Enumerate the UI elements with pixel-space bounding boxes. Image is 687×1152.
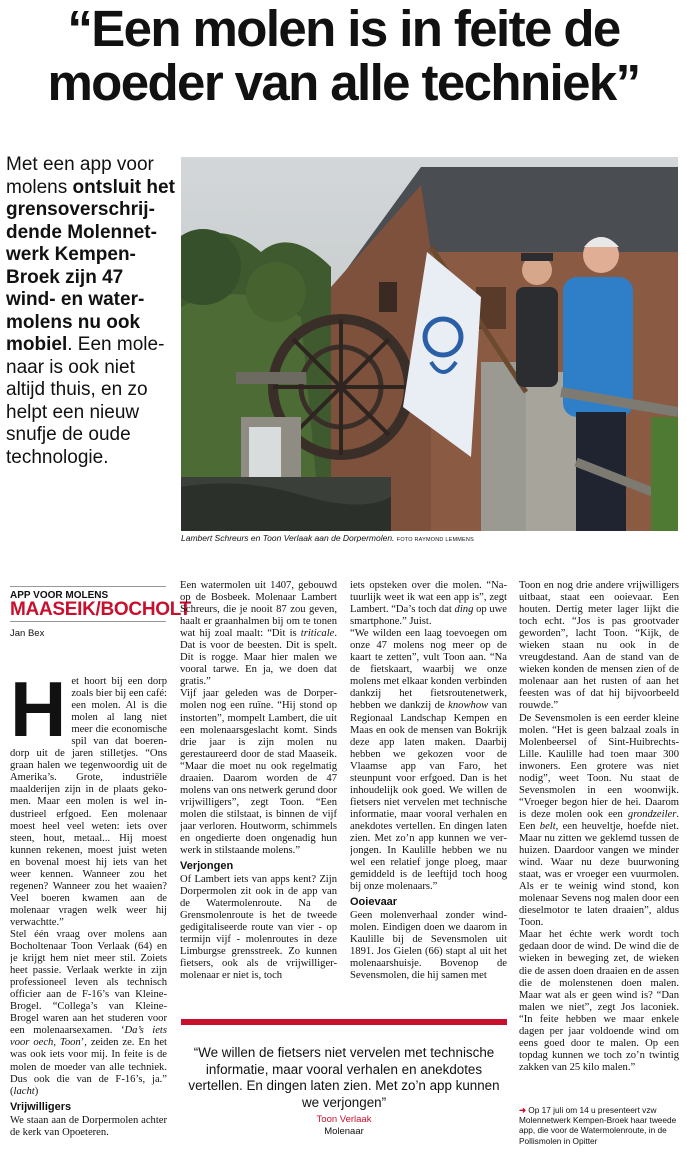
article-column-1	[10, 676, 167, 1146]
paragraph: Of Lambert iets van apps kent? Zijn Dorpermolen zit ook in de app van de Watermolenroute. Na de Grensmolenroute is het de tweede gedigitaliseerde route van vier - op termijn vijf - molenroutes in deze Limburgse grensstreek. Zo kunnen fietsers, ook als de vrijwilliger-molenaar er niet is, toch	[180, 874, 337, 982]
paragraph-text: iets opsteken over die molen. “Natuurlijk weet ik wat een app is”, zegt Lambert. “Da’s toch dat	[350, 580, 507, 616]
article-column-2	[180, 580, 337, 1013]
paragraph: Geen molenverhaal zonder windmolen. Eindigen doen we daarom in Kaulille bij de Sevensmolen uit 1891. Jos Gielen (66) stapt al uit het molenaarshuisje. Bovenop de Sevensmolen, die hij samen met	[350, 910, 507, 982]
paragraph-text: , een heuveltje, hoefde niet. Maar nu zitten we geklemd tussen de huizen. Daardoor vangen we minder wind. Waar nu deze buurwoning staat, was er vroeger een vuurmolen. Als er te weinig wind stond, kon molenaar Sevens nog malen door een dieselmotor te laten draaien”, aldus Toon.	[519, 820, 679, 929]
paragraph	[350, 580, 507, 628]
headline-line-1: “Een molen is in feite de	[67, 0, 620, 57]
italic-text: ding	[454, 604, 474, 616]
event-note-text: Op 17 juli om 14 u presenteert vzw Molennetwerk Kempen-Broek haar tweede app, die voor de Watermolenroute, in de Pollismolen in Opitter	[519, 1105, 677, 1146]
italic-text: belt	[539, 820, 556, 832]
paragraph-text: )	[34, 1085, 39, 1097]
photo-caption	[181, 533, 678, 543]
italic-text: grondzeiler	[627, 808, 677, 820]
paragraph	[350, 628, 507, 893]
article-column-4	[519, 580, 679, 1102]
paragraph-text: “We wilden een laag toevoegen om onze 47 molens nog meer op de kaart te zetten”, vult Toon aan. “Na de fietskaart, waarbij we onze molens met elkaar konden verbinden dankzij het fietsroutenetwerk, hebben we dankzij de	[350, 628, 507, 712]
pullquote-author-name: Toon Verlaak	[316, 1114, 372, 1125]
dateline: MAASEIK/BOCHOLT	[10, 599, 191, 620]
paragraph-text: De Sevensmolen is een eerder kleine molen. “Het is geen balzaal zoals in Molenbeersel of Sint-Huibrechts-Lille. Kaulille had toen maar 300 inwoners. Een grotere was niet nodig”, weet Toon. Nu staat de Sevensmolen in een woonwijk. “Vroeger begon hier de hei. Daarom is deze molen ook een	[519, 712, 679, 820]
intro-part-1: Met een app voor molens	[6, 154, 154, 198]
intro-text	[6, 154, 176, 469]
paragraph: Vijf jaar geleden was de Dorpermolen nog een ruïne. “Hij stond op instorten”, mompelt Lambert, die uit een molenaarsgeslacht komt. Sinds drie jaar is zijn molen nu gerestaureerd door de stad Maaseik. “Maar die moet nu ook regelmatig draaien. Daarom worden de 47 molens van ons netwerk gerund door vrijwilligers”, zegt Toon. “Een molen die stilstaat, is binnen de vijf jaar verloren. Houtworm, schimmels en ongediertе doen ongenadig hun werk in stilstaande molens.”	[180, 688, 337, 857]
caption-text: Lambert Schreurs en Toon Verlaak aan de Dorpermolen.	[181, 533, 395, 543]
author-byline: Jan Bex	[10, 628, 45, 639]
italic-text: knowhow	[448, 700, 489, 712]
arrow-icon: ➜	[519, 1105, 526, 1115]
photo-credit: FOTO RAYMOND LEMMENS	[396, 537, 474, 543]
article-column-3	[350, 580, 507, 1013]
paragraph	[519, 713, 679, 930]
paragraph-text: et hoort bij een dorp zoals bier bij een café: een molen. Al is die molen al lang niet meer die economische spil van dat boerendorp uit de jaren stilletjes. “Ons graan halen we tegenwoordig uit de Amerika’s. Grote, industriële maalderijen zijn in de plaats gekomen. Maar een molen is wel industrieel erfgoed. Een molenaar moest heel veel weten: iets over steen, hout, metaal... Hij moest kunnen rekenen, moest juist weten en bovenal moest hij iets van het weer kennen. Wanneer zou het regenen? Wanneer zou het waaien? Veel boeren kwamen aan de molenaar vragen welk weer hij verwachtte.”	[10, 676, 167, 928]
paragraph	[10, 929, 167, 1098]
headline-line-2: moeder van alle techniek”	[47, 54, 640, 111]
paragraph-text: . Een	[519, 808, 679, 832]
pullquote-attribution	[181, 1114, 507, 1138]
dateline-divider	[10, 621, 166, 622]
intro-part-2: . Een molenaar is ook niet altijd thuis, en zo helpt een nieuw snufje de oude technologie.	[6, 334, 165, 468]
event-note	[519, 1105, 679, 1146]
paragraph: We staan aan de Dorpermolen achter de kerk van Opoeteren.	[10, 1114, 167, 1138]
paragraph-text: . Dat is voor de beesten. Dit is spelt. Dit is rogge. Maar hier malen we vooral tarwe. En ja, we doen dat gratis.”	[180, 628, 337, 688]
pullquote-author-role: Molenaar	[324, 1126, 364, 1137]
intro-bold: ontsluit het grensoverschrijdende Molennetwerk Kempen-Broek zijn 47 wind- en watermolens nu ook mobiel	[6, 176, 175, 355]
paragraph-text: op uwe smartphone.” Juist.	[350, 604, 507, 628]
watermill-photo-illustration	[181, 157, 678, 531]
pullquote-text: “We willen de fietsers niet vervelen met technische informatie, maar vooral verhalen en anekdotes vertellen. En dingen laten zien. Met zo’n app kunnen we verjongen”	[188, 1045, 500, 1110]
pullquote-divider	[181, 1019, 507, 1025]
paragraph-text: Stel één vraag over molens aan Bocholtenaar Toon Verlaak (64) en je krijgt hem niet meer stil. Zoiets heet passie. Verlaak werkte in zijn professioneel leven als technisch officier aan de F-16’s van Kleine-Brogel. “Collega’s van Kleine-Brogel waren aan het studeren voor een molenaarsexamen. ‘	[10, 928, 167, 1037]
italic-text: triticale	[300, 628, 335, 640]
paragraph-text: van Regionaal Landschap Kempen en Maas en ook de mensen van Bokrijk deze app laten maken. Daarbij hebben we gekozen voor de Vlaamse app van Faro, het steunpunt voor erfgoed. Dan is het inhoudelijk ook goed. We willen de fietsers niet vervelen met technische informatie, maar vooral verhalen en anekdotes vertellen. En dingen laten zien. Met zo’n app kunnen we verjongen. In Kaulille hebben we nu wel een relatief jonge ploeg, maar gemiddeld is de leeftijd toch hoog bij onze molenaars.”	[350, 700, 507, 893]
subheading-verjongen: Verjongen	[180, 860, 234, 873]
paragraph-text: ’, zeiden ze. En het was ook iets voor mij. In feite is de molen de moeder van alle techniek. Dus ook die van de F-16’s, ja.” (	[10, 1037, 167, 1097]
paragraph: Maar het échte werk wordt toch gedaan door de wind. De wind die de wieken in beweging zet, de wieken die de assen doen draaien en de assen die de molenstenen doen malen. Maar wat als er geen wind is? “Dan malen we niet”, zegt Jos laconiek. “In feite hebben we maar enkele dagen per jaar voldoende wind om eens goed door te malen. Op een topdag kunnen we toch zo’n twintig zakken van 25 kilo malen.”	[519, 929, 679, 1073]
italic-text: lacht	[13, 1085, 35, 1097]
paragraph	[10, 676, 167, 929]
paragraph-text: Een watermolen uit 1407, gebouwd op de Bosbeek. Molenaar Lambert Schreurs, die je nooit 87 zou geven, haalt er graanhalmen bij om te tonen wat hij zoal maalt: “Dit is	[180, 580, 337, 640]
italic-text: Da’s iets voor oech, Toon	[10, 1025, 167, 1049]
section-rubric: APP VOOR MOLENS	[10, 586, 166, 601]
subheading-vrijwilligers: Vrijwilligers	[10, 1100, 72, 1113]
paragraph	[180, 580, 337, 688]
article-photo	[181, 157, 678, 531]
paragraph: Toon en nog drie andere vrijwilligers uitbaat, staat een ooievaar. Een houten. Dertig meter lager lijkt die toch echt. “Jos is pas grootvader geworden”, lacht Toon. “Kijk, de wieken staan nu ook in de vreugdestand. Aan de stand van de wieken konden de mensen zien of de molenaar aan het rusten of aan het feesten was of dat hij bijvoorbeeld rouwde.”	[519, 580, 679, 712]
drop-cap: H	[10, 676, 67, 753]
headline	[0, 2, 687, 110]
subheading-ooievaar: Ooievaar	[350, 896, 398, 909]
